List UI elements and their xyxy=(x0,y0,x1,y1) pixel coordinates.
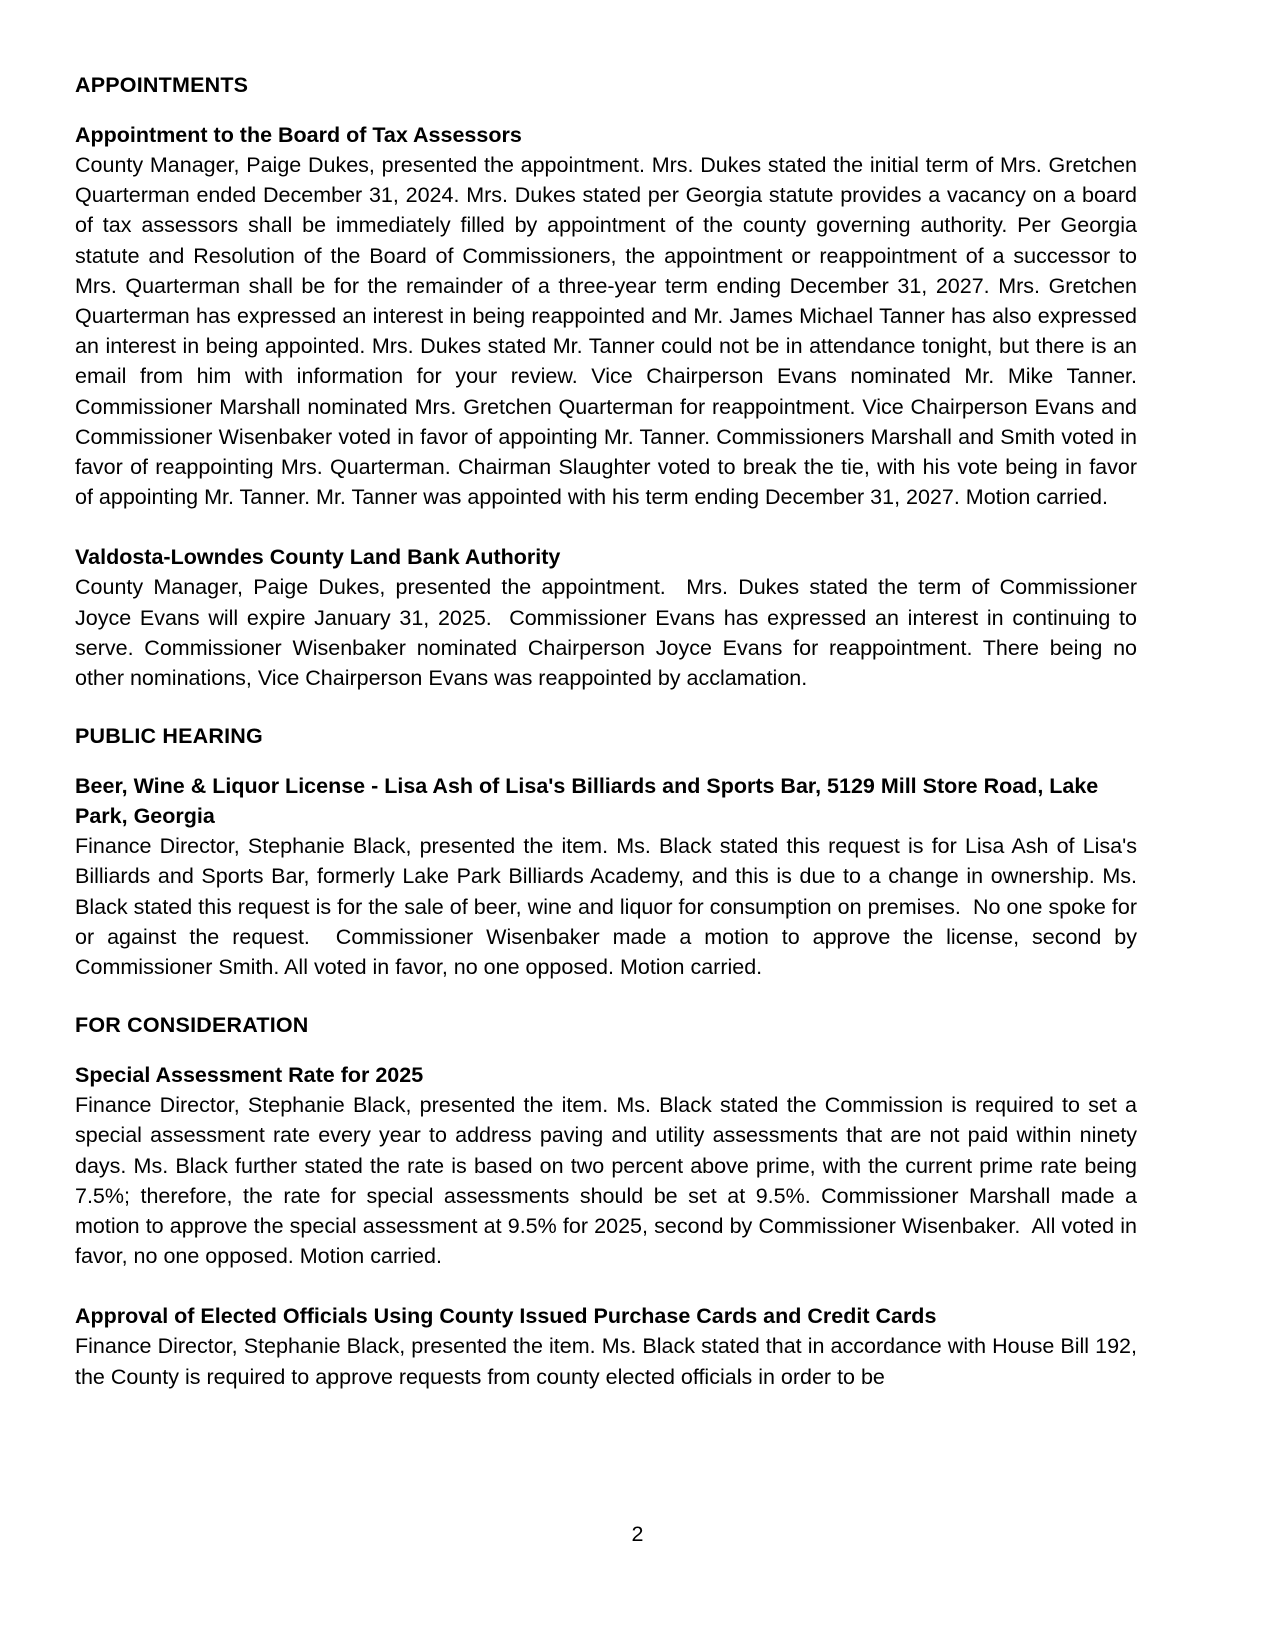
item-body: County Manager, Paige Dukes, presented the appointment. Mrs. Dukes stated the term of Commissioner Joyce Evans will expire January 31, 2025. Commissioner Evans has expressed an interest in continuing to serve. Commissioner Wisenbaker nominated Chairperson Joyce Evans for reappointment. There being no other nominations, Vice Chairperson Evans was reappointed by acclamation. xyxy=(75,575,1143,691)
item-body: Finance Director, Stephanie Black, presented the item. Ms. Black stated this request is for Lisa Ash of Lisa's Billiards and Sports Bar, formerly Lake Park Billiards Academy, and this is due to a change in ownership. Ms. Black stated this request is for the sale of beer, wine and liquor for consumption on premises. No one spoke for or against the request. Commissioner Wisenbaker made a motion to approve the license, second by Commissioner Smith. All voted in favor, no one opposed. Motion carried. xyxy=(75,834,1143,980)
page-content xyxy=(75,72,1143,1422)
item-heading: Beer, Wine & Liquor License - Lisa Ash of Lisa's Billiards and Sports Bar, 5129 Mill Store Road, Lake Park, Georgia xyxy=(75,774,1099,829)
agenda-item-beer-wine-liquor-license xyxy=(75,771,1143,982)
item-heading: Approval of Elected Officials Using County Issued Purchase Cards and Credit Cards xyxy=(75,1304,937,1329)
section-heading-appointments: APPOINTMENTS xyxy=(75,73,249,97)
item-heading: Appointment to the Board of Tax Assessors xyxy=(75,123,522,147)
item-heading: Valdosta-Lowndes County Land Bank Authority xyxy=(75,545,561,570)
agenda-item-elected-officials-purchase-cards xyxy=(75,1301,1143,1391)
item-body: Finance Director, Stephanie Black, presented the item. Ms. Black stated that in accordance with House Bill 192, the County is required to approve requests from county elected officials in order to be xyxy=(75,1334,1143,1389)
agenda-item-special-assessment-rate xyxy=(75,1060,1143,1271)
agenda-item-land-bank-authority xyxy=(75,542,1143,693)
item-heading: Special Assessment Rate for 2025 xyxy=(75,1063,424,1088)
page-number: 2 xyxy=(631,1522,644,1546)
item-body: Finance Director, Stephanie Black, presented the item. Ms. Black stated the Commission is required to set a special assessment rate every year to address paving and utility assessments that are not paid within ninety days. Ms. Black further stated the rate is based on two percent above prime, with the current prime rate being 7.5%; therefore, the rate for special assessments should be set at 9.5%. Commissioner Marshall made a motion to approve the special assessment at 9.5% for 2025, second by Commissioner Wisenbaker. All voted in favor, no one opposed. Motion carried. xyxy=(75,1093,1143,1269)
item-body: County Manager, Paige Dukes, presented the appointment. Mrs. Dukes stated the initial term of Mrs. Gretchen Quarterman ended December 31, 2024. Mrs. Dukes stated per Georgia statute provides a vacancy on a board of tax assessors shall be immediately filled by appointment of the county governing authority. Per Georgia statute and Resolution of the Board of Commissioners, the appointment or reappointment of a successor to Mrs. Quarterman shall be for the remainder of a three-year term ending December 31, 2027. Mrs. Gretchen Quarterman has expressed an interest in being reappointed and Mr. James Michael Tanner has also expressed an interest in being appointed. Mrs. Dukes stated Mr. Tanner could not be in attendance tonight, but there is an email from him with information for your review. Vice Chairperson Evans nominated Mr. Mike Tanner. Commissioner Marshall nominated Mrs. Gretchen Quarterman for reappointment. Vice Chairperson Evans and Commissioner Wisenbaker voted in favor of appointing Mr. Tanner. Commissioners Marshall and Smith voted in favor of reappointing Mrs. Quarterman. Chairman Slaughter voted to break the tie, with his vote being in favor of appointing Mr. Tanner. Mr. Tanner was appointed with his term ending December 31, 2027. Motion carried. xyxy=(75,153,1143,510)
section-heading-public-hearing: PUBLIC HEARING xyxy=(75,724,263,749)
section-heading-for-consideration: FOR CONSIDERATION xyxy=(75,1013,309,1038)
agenda-item-board-of-tax-assessors xyxy=(75,120,1143,512)
